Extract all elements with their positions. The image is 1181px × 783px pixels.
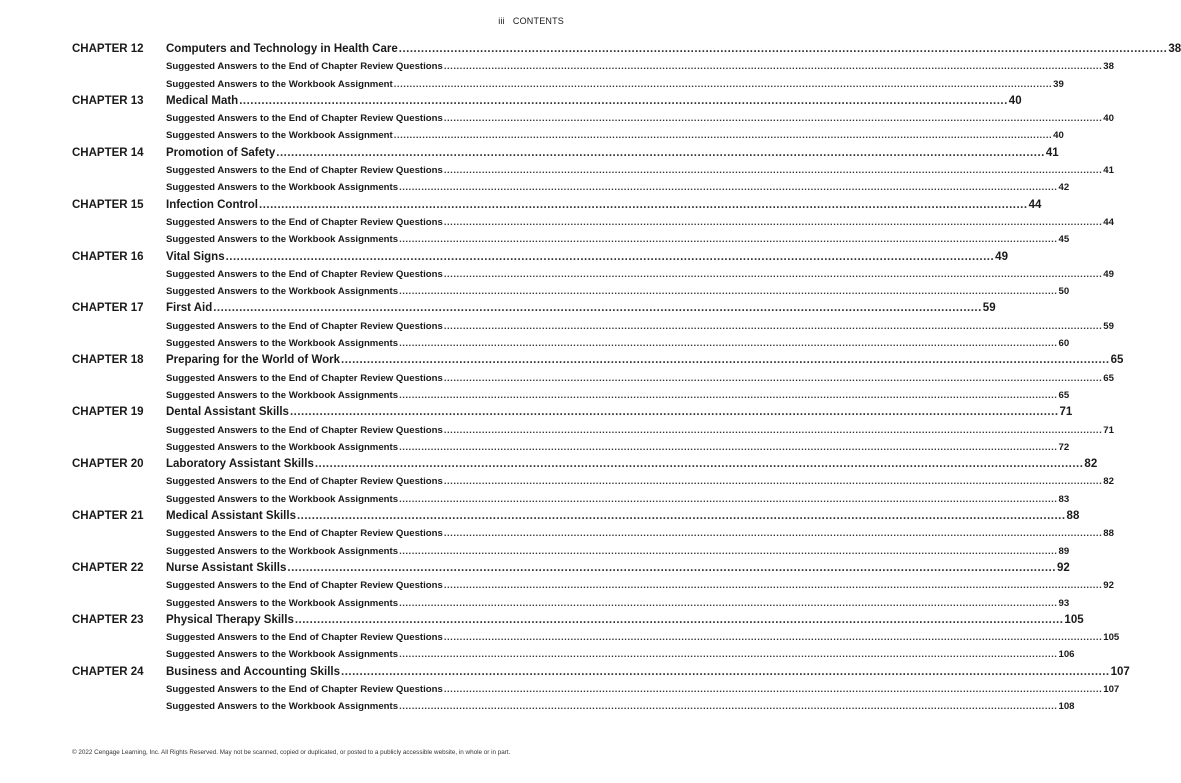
subsection-page: 60	[1058, 338, 1070, 350]
subsection-page: 45	[1058, 234, 1070, 246]
chapter-title: Infection Control	[166, 198, 258, 211]
subsection-title: Suggested Answers to the Workbook Assignments	[166, 701, 399, 713]
subsection-page: 71	[1103, 424, 1114, 436]
leader-dots	[239, 93, 1008, 110]
leader-dots	[297, 508, 1066, 525]
chapter-row	[72, 300, 996, 317]
subsection-page: 44	[1103, 216, 1114, 228]
subsection-title: Suggested Answers to the Workbook Assignments	[166, 338, 399, 350]
subsection-page: 107	[1103, 683, 1120, 695]
chapter-title: Physical Therapy Skills	[166, 613, 294, 626]
subsection-page: 92	[1103, 580, 1114, 592]
subsection-row	[72, 214, 1114, 231]
chapter-entry	[72, 508, 1114, 560]
chapter-entry	[72, 560, 1114, 612]
chapter-title: First Aid	[166, 302, 213, 315]
table-of-contents	[72, 41, 1181, 716]
subsection-row	[72, 629, 1120, 646]
subsection-page: 108	[1058, 701, 1075, 713]
chapter-page: 88	[1066, 510, 1080, 523]
chapter-page: 40	[1008, 94, 1022, 107]
chapter-number: CHAPTER 17	[72, 302, 144, 315]
subsection-row	[72, 318, 1114, 335]
chapter-title: Computers and Technology in Health Care	[166, 43, 398, 55]
subsection-row	[72, 335, 1070, 352]
chapter-row	[72, 664, 1130, 681]
chapter-number: CHAPTER 14	[72, 146, 144, 159]
chapter-row	[72, 93, 1022, 110]
subsection-title: Suggested Answers to the End of Chapter Review Questions	[166, 424, 443, 436]
leader-dots	[399, 231, 1057, 248]
subsection-row	[72, 595, 1070, 612]
chapter-row	[72, 560, 1070, 577]
subsection-title: Suggested Answers to the End of Chapter Review Questions	[166, 61, 443, 73]
subsection-page: 39	[1053, 78, 1064, 90]
chapter-row	[72, 41, 1181, 58]
subsection-row	[72, 439, 1070, 456]
chapter-number: CHAPTER 16	[72, 250, 144, 263]
leader-dots	[444, 473, 1102, 490]
chapter-page: 105	[1064, 613, 1084, 626]
subsection-title: Suggested Answers to the Workbook Assignments	[166, 234, 399, 246]
subsection-row	[72, 283, 1070, 300]
leader-dots	[444, 577, 1102, 594]
subsection-title: Suggested Answers to the Workbook Assignments	[166, 545, 399, 557]
chapter-number: CHAPTER 15	[72, 198, 144, 211]
leader-dots	[399, 646, 1057, 663]
page-header	[498, 16, 564, 26]
subsection-title: Suggested Answers to the Workbook Assignment	[166, 78, 393, 90]
subsection-row	[72, 387, 1070, 404]
leader-dots	[399, 543, 1057, 560]
subsection-page: 59	[1103, 320, 1114, 332]
subsection-row	[72, 370, 1114, 387]
chapter-page: 49	[995, 250, 1008, 263]
chapter-title: Medical Assistant Skills	[166, 510, 296, 523]
chapter-row	[72, 249, 1008, 266]
subsection-page: 40	[1053, 130, 1064, 142]
leader-dots	[295, 612, 1064, 629]
leader-dots	[444, 266, 1102, 283]
subsection-title: Suggested Answers to the End of Chapter Review Questions	[166, 165, 443, 177]
chapter-page: 41	[1045, 146, 1059, 159]
chapter-row	[72, 612, 1084, 629]
leader-dots	[444, 681, 1102, 698]
subsection-row	[72, 179, 1070, 196]
leader-dots	[399, 335, 1057, 352]
section-title: CONTENTS	[512, 16, 564, 26]
chapter-page: 92	[1056, 561, 1070, 574]
subsection-page: 93	[1058, 597, 1070, 609]
subsection-title: Suggested Answers to the Workbook Assignments	[166, 597, 399, 609]
subsection-title: Suggested Answers to the End of Chapter Review Questions	[166, 113, 443, 125]
chapter-entry	[72, 664, 1130, 716]
subsection-page: 65	[1103, 372, 1114, 384]
leader-dots	[399, 491, 1057, 508]
leader-dots	[444, 214, 1102, 231]
subsection-page: 50	[1058, 286, 1070, 298]
chapter-number: CHAPTER 20	[72, 458, 144, 471]
chapter-title: Nurse Assistant Skills	[166, 561, 287, 574]
leader-dots	[399, 595, 1057, 612]
subsection-title: Suggested Answers to the Workbook Assignments	[166, 182, 399, 194]
leader-dots	[341, 352, 1110, 369]
leader-dots	[444, 318, 1102, 335]
chapter-row	[72, 508, 1080, 525]
subsection-page: 41	[1103, 165, 1114, 177]
chapter-entry	[72, 456, 1114, 508]
subsection-row	[72, 491, 1070, 508]
subsection-row	[72, 646, 1075, 663]
chapter-title: Laboratory Assistant Skills	[166, 458, 314, 471]
subsection-title: Suggested Answers to the Workbook Assignment	[166, 130, 393, 142]
chapter-number: CHAPTER 12	[72, 43, 144, 55]
subsection-row	[72, 543, 1070, 560]
chapter-row	[72, 145, 1059, 162]
chapter-number: CHAPTER 19	[72, 406, 144, 419]
subsection-page: 72	[1058, 441, 1070, 453]
chapter-row	[72, 456, 1098, 473]
chapter-entry	[72, 612, 1120, 664]
subsection-title: Suggested Answers to the End of Chapter Review Questions	[166, 476, 443, 488]
leader-dots	[226, 249, 995, 266]
leader-dots	[444, 629, 1102, 646]
chapter-page: 44	[1028, 198, 1042, 211]
chapter-page: 65	[1110, 354, 1124, 367]
leader-dots	[444, 110, 1102, 127]
subsection-page: 106	[1058, 649, 1075, 661]
chapter-number: CHAPTER 18	[72, 354, 144, 367]
chapter-title: Business and Accounting Skills	[166, 665, 341, 678]
chapter-entry	[72, 145, 1114, 197]
chapter-entry	[72, 352, 1124, 404]
chapter-number: CHAPTER 23	[72, 613, 144, 626]
subsection-row	[72, 231, 1070, 248]
subsection-title: Suggested Answers to the End of Chapter Review Questions	[166, 268, 443, 280]
chapter-title: Preparing for the World of Work	[166, 354, 340, 367]
chapter-entry	[72, 249, 1114, 301]
chapter-title: Promotion of Safety	[166, 146, 276, 159]
chapter-page: 59	[982, 302, 996, 315]
chapter-entry	[72, 41, 1181, 93]
chapter-number: CHAPTER 24	[72, 665, 144, 678]
subsection-title: Suggested Answers to the End of Chapter Review Questions	[166, 528, 443, 540]
subsection-title: Suggested Answers to the Workbook Assignments	[166, 493, 399, 505]
leader-dots	[315, 456, 1084, 473]
chapter-page: 82	[1084, 458, 1098, 471]
subsection-row	[72, 525, 1114, 542]
subsection-title: Suggested Answers to the End of Chapter Review Questions	[166, 320, 443, 332]
subsection-row	[72, 266, 1114, 283]
leader-dots	[394, 127, 1052, 144]
subsection-row	[72, 681, 1120, 698]
leader-dots	[290, 404, 1059, 421]
chapter-entry	[72, 197, 1114, 249]
subsection-row	[72, 698, 1075, 715]
copyright-footer: © 2022 Cengage Learning, Inc. All Rights Reserved. May not be scanned, copied or duplicated, or posted to a publicly accessible website, in whole or in part.	[72, 749, 511, 756]
subsection-title: Suggested Answers to the End of Chapter Review Questions	[166, 372, 443, 384]
chapter-number: CHAPTER 13	[72, 94, 144, 107]
subsection-page: 83	[1058, 493, 1070, 505]
leader-dots	[399, 439, 1057, 456]
subsection-page: 42	[1058, 182, 1070, 194]
subsection-page: 105	[1103, 632, 1120, 644]
subsection-row	[72, 162, 1114, 179]
chapter-row	[72, 404, 1073, 421]
subsection-row	[72, 577, 1114, 594]
chapter-row	[72, 352, 1124, 369]
leader-dots	[394, 76, 1052, 93]
subsection-row	[72, 127, 1064, 144]
subsection-row	[72, 422, 1114, 439]
subsection-title: Suggested Answers to the Workbook Assignments	[166, 649, 399, 661]
subsection-title: Suggested Answers to the Workbook Assignments	[166, 389, 399, 401]
subsection-page: 88	[1103, 528, 1114, 540]
chapter-page: 71	[1059, 406, 1073, 419]
chapter-page: 38	[1168, 43, 1181, 55]
chapter-number: CHAPTER 22	[72, 561, 144, 574]
subsection-page: 38	[1103, 61, 1114, 73]
subsection-row	[72, 110, 1114, 127]
subsection-title: Suggested Answers to the End of Chapter Review Questions	[166, 216, 443, 228]
subsection-page: 65	[1058, 389, 1070, 401]
leader-dots	[399, 41, 1168, 58]
chapter-row	[72, 197, 1042, 214]
subsection-row	[72, 76, 1064, 93]
page-number: iii	[498, 16, 505, 26]
subsection-row	[72, 473, 1114, 490]
chapter-title: Vital Signs	[166, 250, 225, 263]
leader-dots	[399, 698, 1057, 715]
subsection-title: Suggested Answers to the End of Chapter Review Questions	[166, 632, 443, 644]
subsection-row	[72, 58, 1114, 75]
leader-dots	[444, 370, 1102, 387]
leader-dots	[444, 58, 1102, 75]
leader-dots	[213, 300, 982, 317]
chapter-title: Medical Math	[166, 94, 239, 107]
subsection-title: Suggested Answers to the End of Chapter Review Questions	[166, 580, 443, 592]
subsection-page: 40	[1103, 113, 1114, 125]
subsection-title: Suggested Answers to the End of Chapter Review Questions	[166, 683, 443, 695]
leader-dots	[287, 560, 1056, 577]
subsection-page: 49	[1103, 268, 1114, 280]
subsection-title: Suggested Answers to the Workbook Assignments	[166, 441, 399, 453]
subsection-page: 82	[1103, 476, 1114, 488]
subsection-page: 89	[1058, 545, 1070, 557]
leader-dots	[444, 162, 1102, 179]
leader-dots	[399, 387, 1057, 404]
leader-dots	[259, 197, 1028, 214]
chapter-page: 107	[1110, 665, 1130, 678]
leader-dots	[341, 664, 1110, 681]
leader-dots	[399, 179, 1057, 196]
leader-dots	[276, 145, 1045, 162]
chapter-entry	[72, 404, 1114, 456]
subsection-title: Suggested Answers to the Workbook Assignments	[166, 286, 399, 298]
leader-dots	[444, 525, 1102, 542]
chapter-entry	[72, 300, 1114, 352]
chapter-number: CHAPTER 21	[72, 510, 144, 523]
chapter-title: Dental Assistant Skills	[166, 406, 289, 419]
leader-dots	[399, 283, 1057, 300]
leader-dots	[444, 422, 1102, 439]
chapter-entry	[72, 93, 1114, 145]
